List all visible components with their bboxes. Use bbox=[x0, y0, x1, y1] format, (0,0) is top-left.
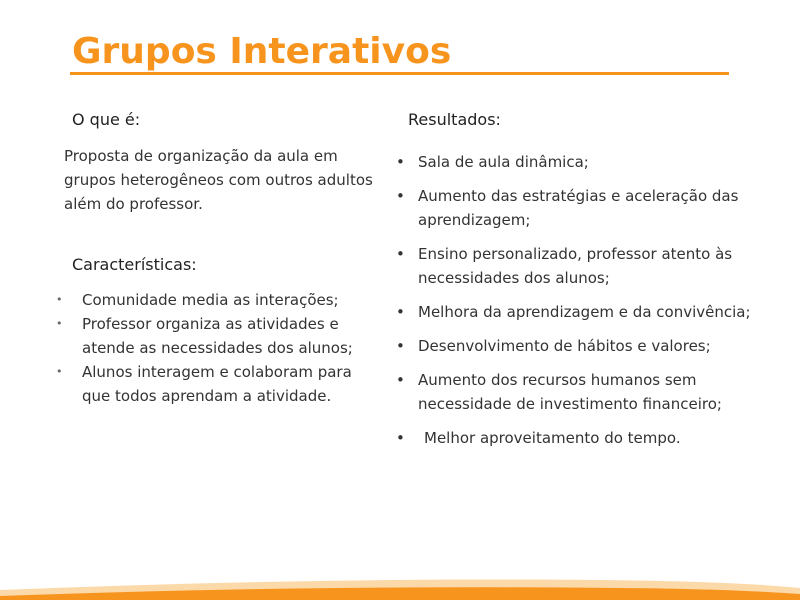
footer-wave-decoration bbox=[0, 560, 800, 600]
bullet-icon: • bbox=[396, 303, 405, 321]
list-item bbox=[396, 150, 776, 174]
list-item bbox=[396, 242, 776, 290]
characteristics-heading: Características: bbox=[72, 255, 197, 274]
bullet-icon: • bbox=[56, 293, 63, 306]
list-item bbox=[396, 184, 776, 232]
results-heading: Resultados: bbox=[408, 110, 501, 129]
list-item-text: Melhora da aprendizagem e da convivência; bbox=[418, 303, 751, 321]
list-item-text: Professor organiza as atividades e atende as necessidades dos alunos; bbox=[82, 315, 353, 357]
characteristics-list bbox=[56, 288, 356, 408]
list-item bbox=[56, 360, 356, 408]
list-item-text: Ensino personalizado, professor atento às necessidades dos alunos; bbox=[418, 245, 733, 287]
list-item-text: Aumento das estratégias e aceleração das aprendizagem; bbox=[418, 187, 739, 229]
bullet-icon: • bbox=[56, 365, 63, 378]
bullet-icon: • bbox=[396, 187, 405, 205]
bullet-icon: • bbox=[396, 245, 405, 263]
list-item bbox=[56, 288, 356, 312]
bullet-icon: • bbox=[396, 429, 405, 447]
list-item bbox=[396, 368, 776, 416]
results-list bbox=[396, 150, 776, 460]
list-item bbox=[396, 426, 776, 450]
list-item-text: Melhor aproveitamento do tempo. bbox=[424, 429, 681, 447]
list-item-text: Aumento dos recursos humanos sem necessidade de investimento financeiro; bbox=[418, 371, 722, 413]
list-item-text: Sala de aula dinâmica; bbox=[418, 153, 589, 171]
list-item bbox=[396, 300, 776, 324]
list-item-text: Desenvolvimento de hábitos e valores; bbox=[418, 337, 711, 355]
bullet-icon: • bbox=[396, 337, 405, 355]
list-item bbox=[396, 334, 776, 358]
list-item bbox=[56, 312, 356, 360]
slide-title: Grupos Interativos bbox=[72, 31, 452, 72]
title-underline bbox=[70, 72, 729, 75]
bullet-icon: • bbox=[396, 153, 405, 171]
what-is-heading: O que é: bbox=[72, 110, 141, 129]
list-item-text: Alunos interagem e colaboram para que todos aprendam a atividade. bbox=[82, 363, 352, 405]
list-item-text: Comunidade media as interações; bbox=[82, 291, 339, 309]
description-text: Proposta de organização da aula em grupos heterogêneos com outros adultos além do professor. bbox=[64, 147, 373, 213]
bullet-icon: • bbox=[56, 317, 63, 330]
bullet-icon: • bbox=[396, 371, 405, 389]
